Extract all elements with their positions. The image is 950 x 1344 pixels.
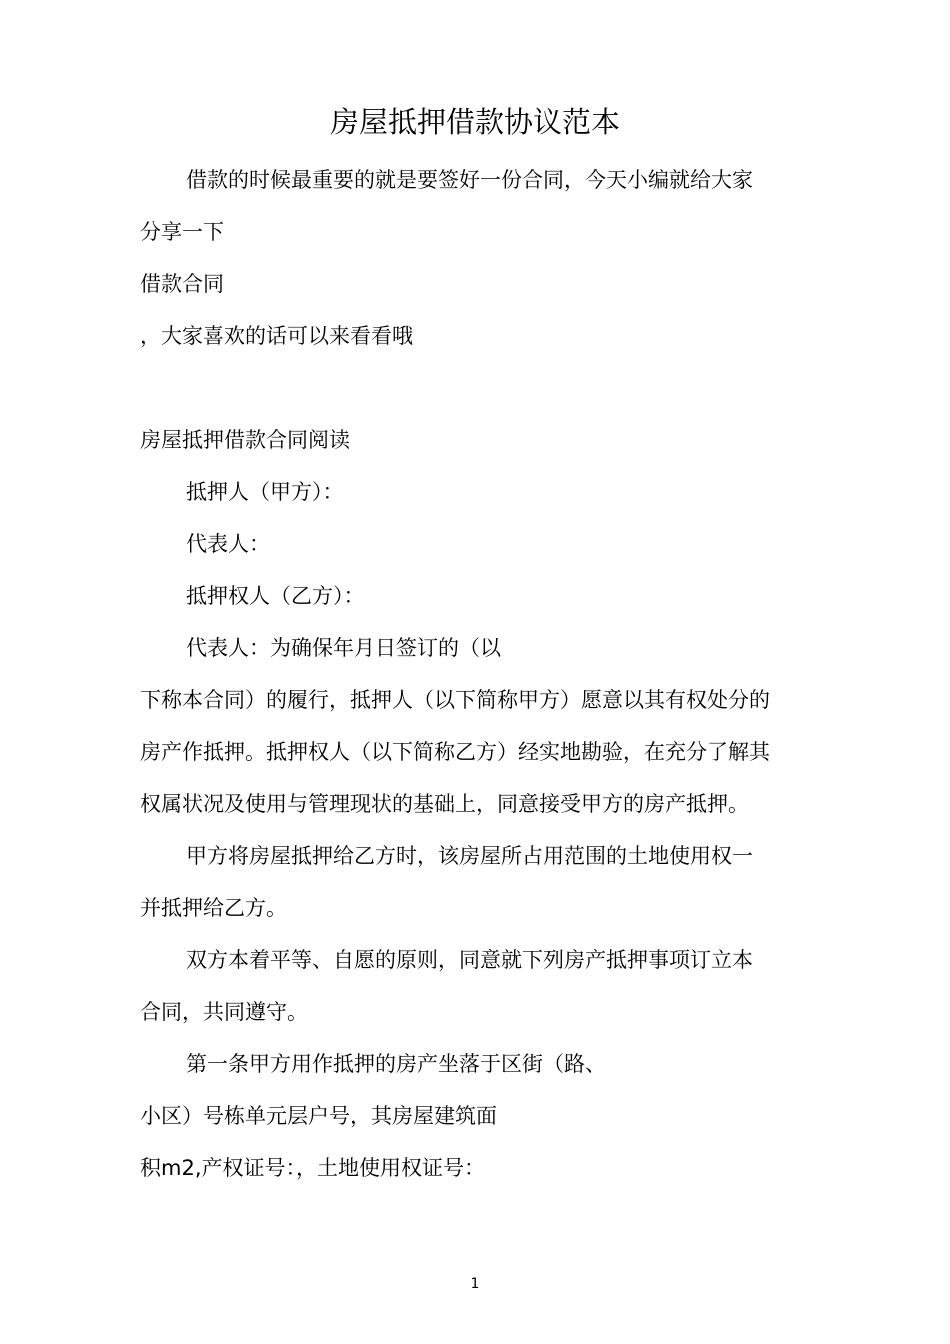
- paragraph-line: 代表人：: [186, 532, 270, 556]
- paragraph-line: 抵押权人（乙方）：: [186, 584, 365, 608]
- paragraph-line: 合同，共同遵守。: [140, 1000, 308, 1024]
- paragraph-line: 下称本合同）的履行，抵押人（以下简称甲方）愿意以其有权处分的: [140, 688, 770, 712]
- paragraph-line: 小区）号栋单元层户号，其房屋建筑面: [140, 1104, 497, 1128]
- paragraph-line: 积m2,产权证号：，土地使用权证号：: [140, 1156, 485, 1180]
- paragraph-line: ，大家喜欢的话可以来看看哦: [140, 324, 413, 348]
- paragraph-line: 分享一下: [140, 220, 224, 244]
- paragraph-line: 甲方将房屋抵押给乙方时，该房屋所占用范围的土地使用权一: [186, 844, 753, 868]
- paragraph-line: 借款的时候最重要的就是要签好一份合同，今天小编就给大家: [186, 168, 753, 192]
- document-title: 房屋抵押借款协议范本: [329, 105, 620, 139]
- paragraph-line: 权属状况及使用与管理现状的基础上，同意接受甲方的房产抵押。: [140, 792, 749, 816]
- paragraph-line: 第一条甲方用作抵押的房产坐落于区街（路、: [186, 1052, 606, 1076]
- paragraph-line: 借款合同: [140, 272, 224, 296]
- section-heading: 房屋抵押借款合同阅读: [140, 428, 350, 452]
- paragraph-line: 双方本着平等、自愿的原则，同意就下列房产抵押事项订立本: [186, 948, 753, 972]
- paragraph-line: 代表人：为确保年月日签订的（以: [186, 636, 501, 660]
- paragraph-line: 抵押人（甲方）：: [186, 480, 344, 504]
- page-number: 1: [470, 1276, 480, 1292]
- paragraph-line: 并抵押给乙方。: [140, 896, 287, 920]
- paragraph-line: 房产作抵押。抵押权人（以下简称乙方）经实地勘验，在充分了解其: [140, 740, 770, 764]
